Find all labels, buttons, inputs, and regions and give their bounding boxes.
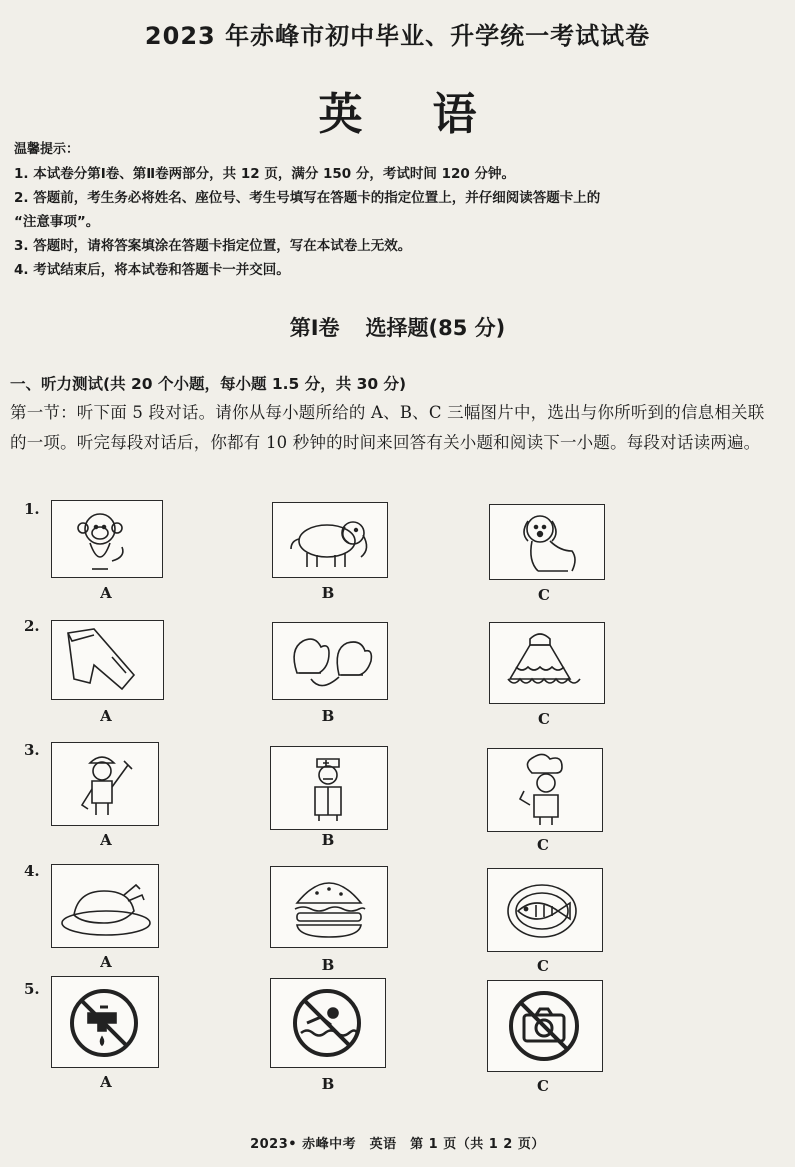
option-image-2b[interactable] [272, 622, 388, 700]
tip-item-1: 1. 本试卷分第Ⅰ卷、第Ⅱ卷两部分，共 12 页，满分 150 分，考试时间 120 分钟。 [14, 166, 515, 182]
volume-heading [0, 312, 795, 342]
doctor-icon [271, 747, 387, 829]
option-label-2a: A [100, 707, 112, 725]
option-label-1a: A [100, 584, 112, 602]
trousers-icon [52, 621, 163, 699]
question-number-2: 2. [24, 617, 40, 635]
option-label-5c: C [537, 1077, 549, 1095]
chef-icon [488, 749, 602, 831]
option-image-5b[interactable] [270, 978, 386, 1068]
no-camera-icon [488, 981, 602, 1071]
tip-item-3: 3. 答题时，请将答案填涂在答题卡指定位置，写在本试卷上无效。 [14, 238, 412, 254]
question-number-4: 4. [24, 862, 40, 880]
question-number-1: 1. [24, 500, 40, 518]
volume-name: 第Ⅰ卷 [289, 316, 340, 340]
tip-item-4: 4. 考试结束后，将本试卷和答题卡一并交回。 [14, 262, 290, 278]
dog-icon [490, 505, 604, 579]
hamburger-icon [271, 867, 387, 947]
option-image-4a[interactable] [51, 864, 159, 948]
option-image-3a[interactable] [51, 742, 159, 826]
option-label-2b: B [321, 707, 335, 725]
no-water-tap-icon [52, 977, 158, 1067]
option-image-3c[interactable] [487, 748, 603, 832]
tip-item-2: 2. 答题前，考生务必将姓名、座位号、考生号填写在答题卡的指定位置上，并仔细阅读答题卡上的 [14, 190, 601, 206]
roast-chicken-icon [52, 865, 158, 947]
no-swimming-icon [271, 979, 385, 1067]
option-image-3b[interactable] [270, 746, 388, 830]
option-label-4b: B [321, 956, 335, 974]
exam-title: 2023 年赤峰市初中毕业、升学统一考试试卷 [144, 22, 651, 50]
tips-heading: 温馨提示： [14, 142, 80, 157]
option-image-2c[interactable] [489, 622, 605, 704]
option-label-3a: A [100, 831, 112, 849]
option-image-4b[interactable] [270, 866, 388, 948]
option-label-3c: C [537, 836, 549, 854]
option-label-2c: C [538, 710, 550, 728]
option-label-5a: A [100, 1073, 112, 1091]
page-footer: 2023• 赤峰中考 英语 第 1 页（共 1 2 页） [250, 1137, 545, 1152]
option-label-3b: B [321, 831, 335, 849]
option-label-5b: B [321, 1075, 335, 1093]
volume-desc: 选择题(85 分) [365, 316, 506, 340]
tip-item-2-cont: “注意事项”。 [14, 214, 100, 230]
section-heading: 一、听力测试(共 20 个小题，每小题 1.5 分，共 30 分) [10, 375, 407, 393]
question-number-5: 5. [24, 980, 40, 998]
option-image-4c[interactable] [487, 868, 603, 952]
subject-title [0, 78, 795, 142]
subject-char-2: 语 [432, 89, 477, 140]
monkey-icon [52, 501, 162, 577]
subject-char-1: 英 [318, 89, 363, 140]
option-image-1b[interactable] [272, 502, 388, 578]
tips-block [14, 138, 784, 282]
elephant-icon [273, 503, 387, 577]
fish-plate-icon [488, 869, 602, 951]
option-label-1c: C [538, 586, 550, 604]
option-image-2a[interactable] [51, 620, 164, 700]
option-image-1a[interactable] [51, 500, 163, 578]
option-image-5a[interactable] [51, 976, 159, 1068]
question-number-3: 3. [24, 741, 40, 759]
option-label-4a: A [100, 953, 112, 971]
worker-icon [52, 743, 158, 825]
option-label-1b: B [321, 584, 335, 602]
option-image-5c[interactable] [487, 980, 603, 1072]
mittens-icon [273, 623, 387, 699]
section-intro: 第一节：听下面 5 段对话。请你从每小题所给的 A、B、C 三幅图片中，选出与你所听到的信息相关联的一项。听完每段对话后，你都有 10 秒钟的时间来回答有关小题和阅读下一小题。每段对话读两遍。 [10, 403, 765, 452]
option-label-4c: C [537, 957, 549, 975]
option-image-1c[interactable] [489, 504, 605, 580]
skirt-icon [490, 623, 604, 703]
